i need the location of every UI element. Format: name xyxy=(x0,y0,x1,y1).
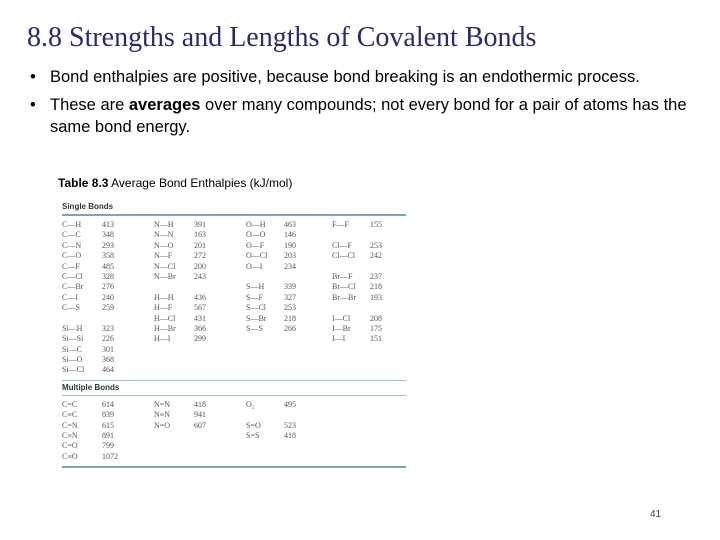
bond-enthalpy-value: 218 xyxy=(284,313,296,323)
bond-label: H—H xyxy=(154,292,174,302)
bond-enthalpy-value: 253 xyxy=(370,240,382,250)
bond-row xyxy=(62,431,154,441)
bond-row xyxy=(332,220,406,230)
bond-label: Cl—F xyxy=(332,240,353,250)
bullet-text-bold: averages xyxy=(128,96,201,114)
bond-label: N—Br xyxy=(154,271,176,281)
bond-row xyxy=(62,272,154,282)
bond-label: Si—Cl xyxy=(62,365,85,375)
bond-label: S—Cl xyxy=(246,303,267,313)
bond-row xyxy=(62,251,154,261)
bond-row xyxy=(246,400,332,410)
bond-row xyxy=(62,441,154,451)
bond-row xyxy=(62,230,154,240)
bond-enthalpy-value: 391 xyxy=(194,220,206,229)
bond-enthalpy-value: 240 xyxy=(102,292,114,302)
bond-label xyxy=(62,314,102,324)
bond-row xyxy=(154,400,246,410)
bond-column xyxy=(62,400,154,462)
bond-row xyxy=(62,355,154,365)
bond-label: H—I xyxy=(154,334,171,344)
bond-label: Br—F xyxy=(332,271,353,281)
bond-enthalpy-value: 151 xyxy=(370,334,382,344)
bond-row xyxy=(246,241,332,251)
bond-row xyxy=(332,272,406,282)
table-rule xyxy=(62,395,406,396)
bond-label: C=C xyxy=(62,399,78,409)
bond-row xyxy=(62,220,154,230)
bond-column xyxy=(246,400,332,462)
bullet-item xyxy=(30,94,710,138)
single-bonds-header: Single Bonds xyxy=(62,202,114,211)
bond-label: Cl—Cl xyxy=(332,251,356,261)
bond-row xyxy=(62,365,154,375)
bond-label: C—Br xyxy=(62,282,84,292)
table-caption-text: Average Bond Enthalpies (kJ/mol) xyxy=(108,176,293,190)
bond-row xyxy=(154,220,246,230)
bond-label: C—S xyxy=(62,303,80,313)
bond-label: H—Br xyxy=(154,323,176,333)
bond-enthalpy-value: 226 xyxy=(102,334,114,344)
bond-row xyxy=(332,303,406,313)
bond-row xyxy=(332,262,406,272)
bond-enthalpy-value: 368 xyxy=(102,355,114,365)
bond-label: S—H xyxy=(246,282,265,292)
bond-label: I—Br xyxy=(332,323,351,333)
bond-enthalpy-value: 146 xyxy=(284,230,296,240)
bond-row xyxy=(62,324,154,334)
bond-enthalpy-value: 201 xyxy=(194,240,206,250)
bond-column xyxy=(246,220,332,376)
bond-enthalpy-value: 323 xyxy=(102,323,114,333)
bond-enthalpy-value: 339 xyxy=(284,282,296,292)
bond-enthalpy-value: 293 xyxy=(102,240,114,250)
bond-row xyxy=(62,314,154,324)
bond-row xyxy=(62,303,154,313)
bullet-text: Bond enthalpies are positive, because bond breaking is an endothermic process. xyxy=(50,68,640,86)
bond-label: O—O xyxy=(246,230,266,240)
table-rule xyxy=(62,466,406,468)
bond-label: C—F xyxy=(62,261,80,271)
bond-label: C—N xyxy=(62,240,82,250)
bond-row xyxy=(154,410,246,420)
bond-label: C—C xyxy=(62,230,81,240)
bullet-text-after: over many compounds; not every bond for a pair of atoms has the same bond energy. xyxy=(50,96,687,136)
multiple-bonds-grid xyxy=(62,400,406,462)
bond-label: C—Cl xyxy=(62,271,83,281)
bond-enthalpy-value: 799 xyxy=(102,441,114,451)
bond-enthalpy-value xyxy=(102,314,152,324)
bond-label xyxy=(246,272,284,282)
bond-row xyxy=(246,230,332,240)
bond-enthalpy-value: 276 xyxy=(102,282,114,292)
bond-row xyxy=(332,314,406,324)
bond-row xyxy=(62,410,154,420)
bond-enthalpy-value xyxy=(284,272,332,282)
bond-label: Br—Br xyxy=(332,292,356,302)
bond-label: O—Cl xyxy=(246,251,268,261)
bond-row xyxy=(154,314,246,324)
bond-label: C=N xyxy=(62,420,78,430)
bond-enthalpy-value: 464 xyxy=(102,365,114,375)
bond-enthalpy-value: 358 xyxy=(102,251,114,261)
bond-row xyxy=(246,431,332,441)
bond-enthalpy-value: 614 xyxy=(102,399,114,409)
bond-enthalpy-value: 203 xyxy=(284,251,296,261)
bullet-icon: • xyxy=(30,96,36,114)
bond-row xyxy=(62,293,154,303)
bond-label: Si—C xyxy=(62,344,83,354)
bond-label: Si—Si xyxy=(62,334,84,344)
bond-label: H—Cl xyxy=(154,313,176,323)
bond-enthalpy-value: 299 xyxy=(194,334,206,344)
bond-row xyxy=(246,324,332,334)
bond-enthalpy-value: 418 xyxy=(194,399,206,409)
bond-enthalpy-value: 1072 xyxy=(102,451,118,461)
bond-column xyxy=(154,220,246,376)
bond-label: O—I xyxy=(246,261,263,271)
bond-enthalpy-value: 327 xyxy=(284,292,296,302)
bond-enthalpy-value: 253 xyxy=(284,303,296,313)
bond-enthalpy-value: 328 xyxy=(102,271,114,281)
bond-row xyxy=(246,303,332,313)
bond-row xyxy=(62,421,154,431)
bond-row xyxy=(62,241,154,251)
bullet-icon: • xyxy=(30,68,36,86)
bond-row xyxy=(62,262,154,272)
bond-label: Si—O xyxy=(62,355,83,365)
bond-enthalpy-value xyxy=(370,230,406,240)
bond-row xyxy=(332,334,406,344)
bond-label: H—F xyxy=(154,303,173,313)
bond-enthalpy-value: 193 xyxy=(370,292,382,302)
bond-label: S=S xyxy=(246,431,260,441)
bond-label: N—O xyxy=(154,240,174,250)
bond-enthalpy-value: 190 xyxy=(284,240,296,250)
bond-row xyxy=(332,282,406,292)
bond-enthalpy-value: 615 xyxy=(102,420,114,430)
bond-enthalpy-value: 242 xyxy=(370,251,382,261)
bond-row xyxy=(246,262,332,272)
slide-title: 8.8 Strengths and Lengths of Covalent Bonds xyxy=(27,22,537,53)
bond-row xyxy=(332,230,406,240)
bond-label: N≡N xyxy=(154,410,171,420)
bond-row xyxy=(154,334,246,344)
bond-enthalpy-value: 839 xyxy=(102,410,114,420)
bond-row xyxy=(246,220,332,230)
bond-row xyxy=(62,345,154,355)
bond-enthalpy-value: 163 xyxy=(194,230,206,240)
bond-enthalpy-value: 607 xyxy=(194,420,206,430)
bond-enthalpy-value: 941 xyxy=(194,410,206,420)
bullet-list xyxy=(30,66,710,144)
bond-row xyxy=(332,251,406,261)
bond-enthalpy-value: 431 xyxy=(194,313,206,323)
bond-label: N=O xyxy=(154,420,171,430)
bond-enthalpy-value: 485 xyxy=(102,261,114,271)
bond-label: O—H xyxy=(246,220,266,229)
bullet-item xyxy=(30,66,710,88)
bond-row xyxy=(154,230,246,240)
bond-label: C≡C xyxy=(62,410,78,420)
bond-row xyxy=(62,282,154,292)
bond-label: I—Cl xyxy=(332,313,351,323)
bond-enthalpy-value xyxy=(370,262,406,272)
bond-row xyxy=(154,303,246,313)
bond-row xyxy=(62,334,154,344)
bond-enthalpy-value: 348 xyxy=(102,230,114,240)
bond-label: N—F xyxy=(154,251,173,261)
bond-row xyxy=(332,241,406,251)
table-caption xyxy=(58,176,292,190)
bond-column xyxy=(332,220,406,376)
bond-label: S=O xyxy=(246,420,261,430)
bond-row xyxy=(154,324,246,334)
bond-enthalpy-value xyxy=(284,410,332,420)
bond-label: N—Cl xyxy=(154,261,176,271)
bond-enthalpy-value: 301 xyxy=(102,344,114,354)
bond-enthalpy-value: 208 xyxy=(370,313,382,323)
bond-label: N—H xyxy=(154,220,174,229)
bond-enthalpy-value: 237 xyxy=(370,271,382,281)
bullet-text-before: These are xyxy=(50,96,129,114)
bond-column xyxy=(62,220,154,376)
bond-label: Si—H xyxy=(62,323,83,333)
bond-label: Br—Cl xyxy=(332,282,356,292)
bond-row xyxy=(246,293,332,303)
bond-label: C≡O xyxy=(62,451,78,461)
table-rule xyxy=(62,214,406,216)
single-bonds-grid xyxy=(62,220,406,376)
bond-enthalpy-value xyxy=(370,303,406,313)
bond-row xyxy=(246,282,332,292)
bond-row xyxy=(154,262,246,272)
bond-label xyxy=(154,282,194,292)
bond-label xyxy=(246,410,284,420)
bond-enthalpy-value: 523 xyxy=(284,420,296,430)
bond-label: F—F xyxy=(332,220,349,229)
bond-row xyxy=(62,452,154,462)
bond-enthalpy-value: 218 xyxy=(370,282,382,292)
bond-label: N=N xyxy=(154,399,171,409)
bond-enthalpy-value: 155 xyxy=(370,220,382,229)
bond-enthalpy-value: 891 xyxy=(102,431,114,441)
bond-row xyxy=(154,282,246,292)
page-number: 41 xyxy=(650,509,662,520)
bond-enthalpy-value: 418 xyxy=(284,431,296,441)
bond-label: S—S xyxy=(246,323,263,333)
bond-enthalpy-value: 272 xyxy=(194,251,206,261)
bond-enthalpy-value: 413 xyxy=(102,220,114,229)
bond-row xyxy=(154,241,246,251)
bond-label: O₂ xyxy=(246,399,255,409)
bond-row xyxy=(154,293,246,303)
bond-label: C—H xyxy=(62,220,82,229)
bond-label: S—F xyxy=(246,292,263,302)
bond-row xyxy=(332,293,406,303)
bond-enthalpy-value: 495 xyxy=(284,399,296,409)
bond-label: C=O xyxy=(62,441,78,451)
bond-row xyxy=(246,410,332,420)
multiple-bonds-header: Multiple Bonds xyxy=(62,382,120,392)
bond-label xyxy=(332,262,370,272)
bond-label: S—Br xyxy=(246,313,267,323)
bond-row xyxy=(246,314,332,324)
bond-row xyxy=(62,400,154,410)
bond-enthalpy-value: 436 xyxy=(194,292,206,302)
bond-label: N—N xyxy=(154,230,174,240)
bond-enthalpy-value: 200 xyxy=(194,261,206,271)
bond-row xyxy=(246,421,332,431)
bond-label xyxy=(332,303,370,313)
bond-label: O—F xyxy=(246,240,265,250)
bond-enthalpy-value: 366 xyxy=(194,323,206,333)
bond-label: C≡N xyxy=(62,431,78,441)
bond-row xyxy=(332,324,406,334)
bond-row xyxy=(154,421,246,431)
bond-enthalpy-value: 266 xyxy=(284,323,296,333)
bond-row xyxy=(246,251,332,261)
bond-row xyxy=(246,272,332,282)
bond-label: C—O xyxy=(62,251,82,261)
bond-enthalpy-value xyxy=(194,282,244,292)
bond-label: C—I xyxy=(62,292,78,302)
bond-row xyxy=(154,272,246,282)
bond-label xyxy=(332,230,370,240)
bond-row xyxy=(154,251,246,261)
bond-enthalpy-value: 259 xyxy=(102,303,114,313)
bond-enthalpy-value: 243 xyxy=(194,271,206,281)
bond-column xyxy=(154,400,246,462)
table-caption-label: Table 8.3 xyxy=(58,176,109,190)
bond-enthalpy-value: 175 xyxy=(370,323,382,333)
bond-enthalpy-value: 567 xyxy=(194,303,206,313)
bond-enthalpy-table xyxy=(62,200,406,468)
bond-enthalpy-value: 234 xyxy=(284,261,296,271)
bond-label: I—I xyxy=(332,334,346,344)
bond-enthalpy-value: 463 xyxy=(284,220,296,229)
